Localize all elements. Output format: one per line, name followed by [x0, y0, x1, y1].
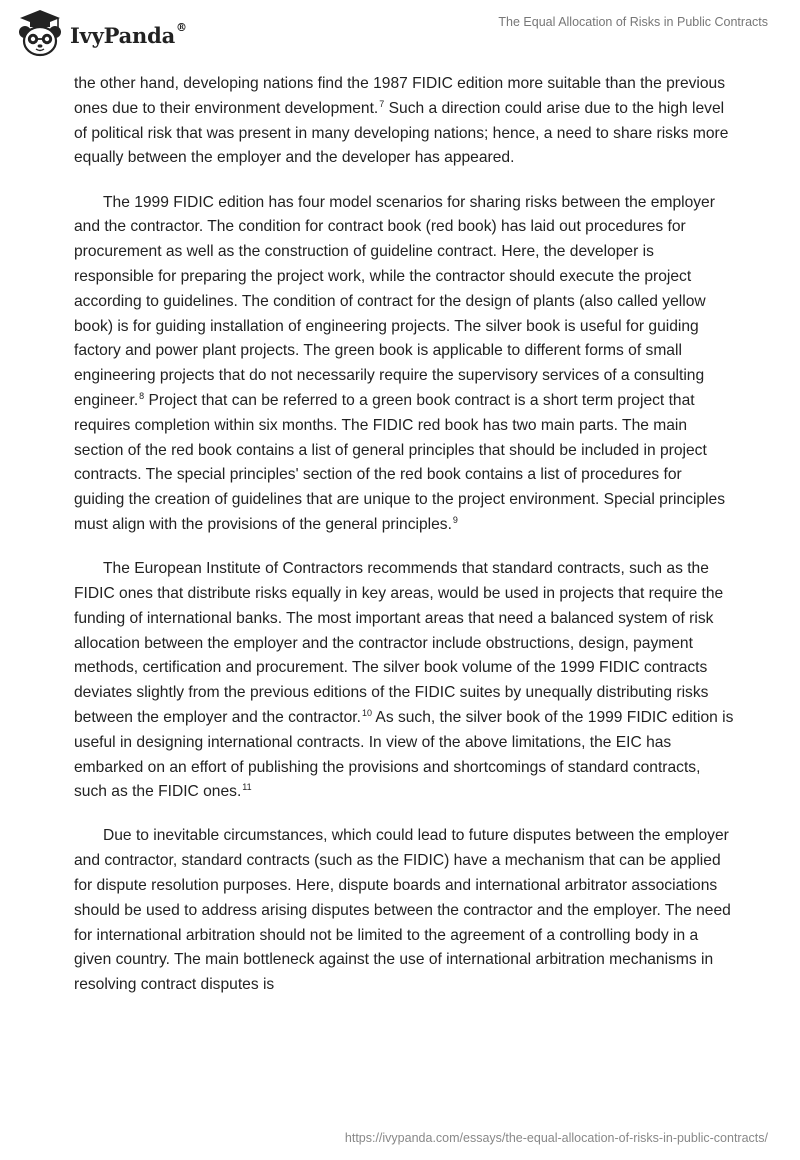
paragraph-1: the other hand, developing nations find the 1987 FIDIC edition more suitable than the previous ones due to their environment development.$^7$ Such a direction could arise due to the high level of political risk that was present in many developing nations; hence, a need to share risks more equally between the employer and the developer has appeared.	[74, 75, 729, 167]
registered-mark: ®	[176, 20, 187, 34]
footnote-ref-9[interactable]: 9	[452, 514, 458, 525]
brand-name: IvyPanda®	[70, 20, 187, 48]
paragraph-3: The European Institute of Contractors recommends that standard contracts, such as the FIDIC ones that distribute risks equally in key areas, would be used in projects that require the funding of international banks. The most important areas that need a balanced system of risk allocation between the employer and the contractor include obstructions, design, payment methods, certification and procurement. The silver book volume of the 1999 FIDIC contracts deviates slightly from the previous editions of the FIDIC suites by unequally distributing risks between the employer and the contractor.$^{10}$ As such, the silver book of the 1999 FIDIC edition is useful in designing international contracts. In view of the above limitations, the EIC has embarked on an effort of publishing the provisions and shortcomings of standard contracts, such as the FIDIC ones.$^{11}$	[74, 560, 734, 801]
footnote-ref-10[interactable]: 10	[361, 707, 372, 718]
footnote-ref-11[interactable]: 11	[242, 782, 252, 793]
source-url-link[interactable]: https://ivypanda.com/essays/the-equal-allocation-of-risks-in-public-contracts/	[344, 1131, 768, 1145]
footnote-ref-8[interactable]: 8	[139, 390, 145, 401]
paragraph-4: Due to inevitable circumstances, which could lead to future disputes between the employer and contractor, standard contracts (such as the FIDIC) have a mechanism that can be applied for dispute resolution purposes. Here, dispute boards and international arbitrator associations should be used to address arising disputes between the contractor and the employer. The need for international arbitration should not be limited to the agreement of a controlling body in a given country. The main bottleneck against the use of international arbitration mechanisms in resolving contract disputes is	[74, 827, 731, 994]
essay-body	[74, 72, 734, 1017]
document-title: The Equal Allocation of Risks in Public Contracts	[498, 15, 768, 29]
footnote-ref-7[interactable]: 7	[379, 98, 385, 109]
brand-logo[interactable]	[14, 8, 187, 58]
page-header	[0, 0, 800, 70]
paragraph-2: The 1999 FIDIC edition has four model scenarios for sharing risks between the employer and the contractor. The condition for contract book (red book) has laid out procedures for procurement as well as the construction of guideline contract. Here, the developer is responsible for preparing the project work, while the contractor should execute the project according to guidelines. The condition of contract for the design of plants (also called yellow book) is for guiding installation of engineering projects. The silver book is useful for guiding factory and power plant projects. The green book is applicable to different forms of small engineering projects that do not necessarily require the supervisory services of a consulting engineer.$^8$ Project that can be referred to a green book contract is a short term project that requires completion within six months. The FIDIC red book has two main parts. The main section of the red book contains a list of general principles that should be included in project contracts. The special principles' section of the red book contains a list of procedures for guiding the creation of guidelines that are unique to the project environment. Special principles must align with the provisions of the general principles.$^9$	[74, 193, 726, 533]
panda-graduate-icon	[14, 8, 66, 58]
